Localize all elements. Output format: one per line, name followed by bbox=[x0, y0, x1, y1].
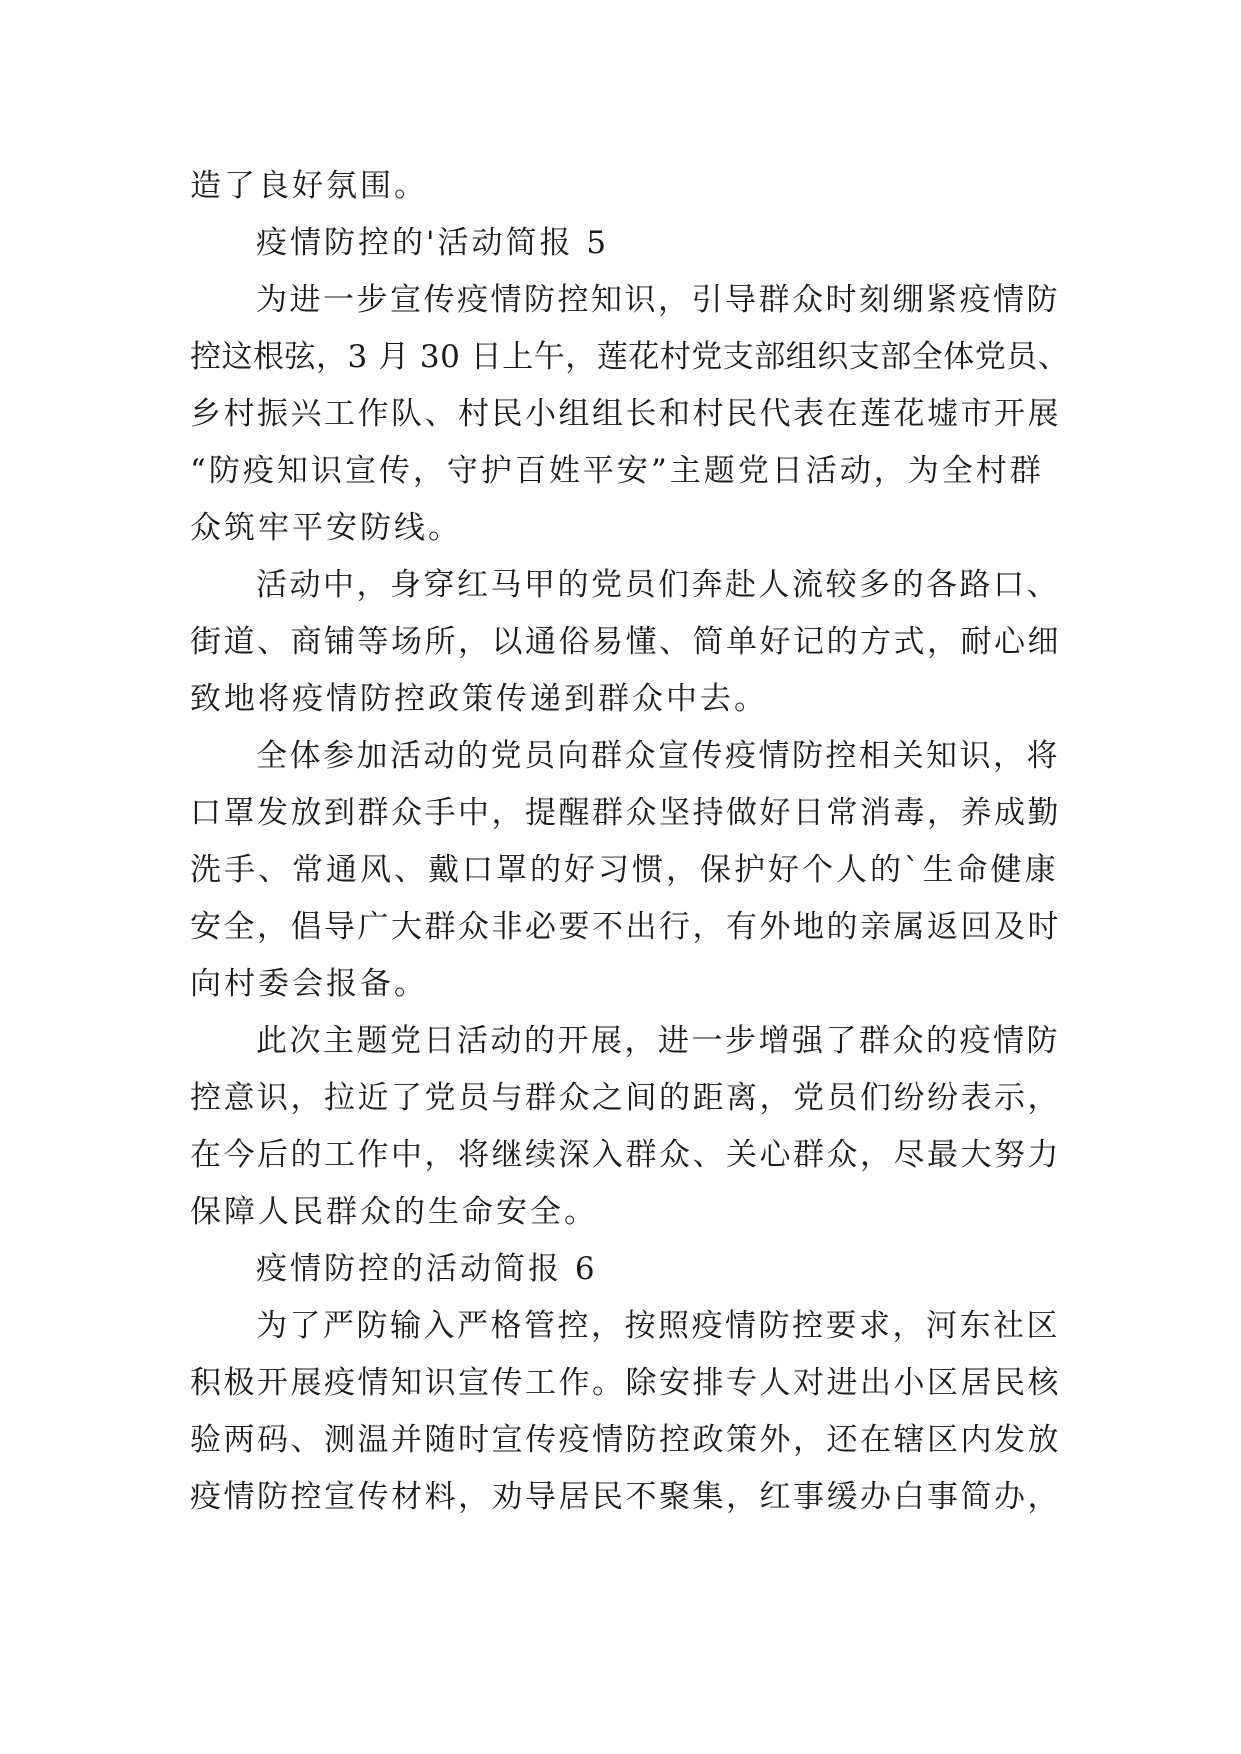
text-line: 保障人民群众的生命安全。 bbox=[190, 1194, 598, 1230]
section-heading: 疫情防控的活动简报 6 bbox=[256, 1251, 598, 1287]
text-line: 致地将疫情防控政策传递到群众中去。 bbox=[190, 681, 768, 717]
text-line: 活动中，身穿红马甲的党员们奔赴人流较多的各路口、 bbox=[256, 567, 1060, 603]
text-line: “防疫知识宣传，守护百姓平安”主题党日活动，为全村群 bbox=[190, 453, 1044, 489]
section-heading: 疫情防控的'活动简报 5 bbox=[256, 225, 610, 261]
text-line: 众筑牢平安防线。 bbox=[190, 510, 462, 546]
text-line: 全体参加活动的党员向群众宣传疫情防控相关知识，将 bbox=[256, 738, 1060, 774]
text-line: 向村委会报备。 bbox=[190, 966, 428, 1002]
text-line: 街道、商铺等场所，以通俗易懂、简单好记的方式，耐心细 bbox=[190, 624, 1061, 660]
text-line: 造了良好氛围。 bbox=[190, 168, 428, 204]
text-line: 控意识，拉近了党员与群众之间的距离，党员们纷纷表示， bbox=[190, 1080, 1061, 1116]
text-line: 安全，倡导广大群众非必要不出行，有外地的亲属返回及时 bbox=[190, 909, 1061, 945]
text-line: 口罩发放到群众手中，提醒群众坚持做好日常消毒，养成勤 bbox=[190, 795, 1061, 831]
text-line: 此次主题党日活动的开展，进一步增强了群众的疫情防 bbox=[256, 1023, 1060, 1059]
text-line: 验两码、测温并随时宣传疫情防控政策外，还在辖区内发放 bbox=[190, 1422, 1061, 1458]
document-body bbox=[190, 158, 1070, 1526]
text-line: 疫情防控宣传材料，劝导居民不聚集，红事缓办白事简办， bbox=[190, 1479, 1061, 1515]
text-line: 在今后的工作中，将继续深入群众、关心群众，尽最大努力 bbox=[190, 1137, 1061, 1173]
text-line: 控这根弦，3 月 30 日上午，莲花村党支部组织支部全体党员、 bbox=[190, 339, 1070, 375]
text-line: 洗手、常通风、戴口罩的好习惯，保护好个人的`生命健康 bbox=[190, 852, 1059, 888]
text-line: 为进一步宣传疫情防控知识，引导群众时刻绷紧疫情防 bbox=[256, 282, 1060, 318]
text-line: 乡村振兴工作队、村民小组组长和村民代表在莲花墟市开展 bbox=[190, 396, 1061, 432]
text-line: 为了严防输入严格管控，按照疫情防控要求，河东社区 bbox=[256, 1308, 1060, 1344]
text-line: 积极开展疫情知识宣传工作。除安排专人对进出小区居民核 bbox=[190, 1365, 1061, 1401]
